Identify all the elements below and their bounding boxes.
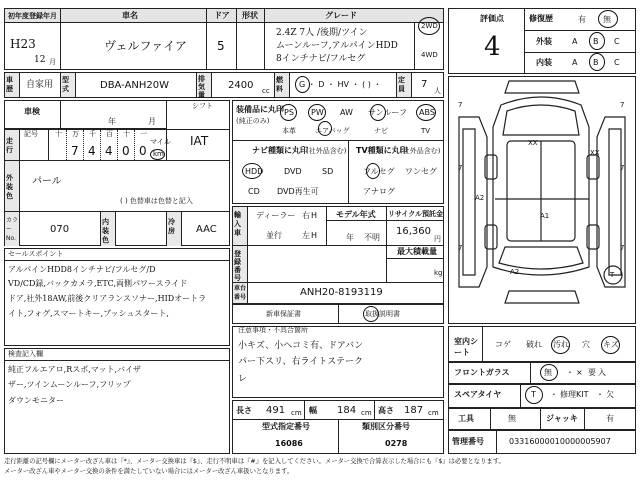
sales-line-4: イト,フォグ,スマートキー,プッシュスタート, (8, 309, 169, 318)
tv-title: TV種類に丸印 (356, 146, 408, 155)
recycle-value: 16,360 (396, 226, 431, 237)
seat-opt-2: 汚れ (553, 340, 569, 349)
doors-value: 5 (217, 39, 225, 53)
drive-2wd: 2WD (421, 22, 438, 30)
height-value: 187 (404, 405, 424, 416)
mileage-mile-label: マイル (150, 138, 171, 146)
interior-a: A (572, 58, 578, 67)
interior-label: 内装 (536, 58, 552, 67)
score-value: 4 (484, 32, 501, 62)
diagram-label-xx-left: XX (528, 139, 538, 147)
footer-line-2: メーター改ざん車やメーター交換の条件を満たしていない場合にはメーター改ざん車扱いとなります。 (4, 468, 294, 475)
spare-opt-0: T (531, 390, 536, 399)
exterior-c: C (614, 37, 620, 46)
length-value: 491 (266, 405, 286, 416)
displacement-label: 排気量 (198, 75, 205, 99)
jack-label: ジャッキ (546, 414, 578, 423)
chassis-value: ANH20-8193119 (300, 287, 383, 298)
nav-sub: (社外品含む) (306, 147, 347, 155)
mileage-col-label-0: 記号 (24, 130, 38, 138)
equip-ps: PS (284, 108, 294, 117)
mileage-label: 走行 (6, 137, 13, 154)
max-load-unit: kg (434, 269, 443, 277)
seat-opt-4: キズ (603, 340, 619, 349)
aircon-value: AAC (196, 224, 217, 235)
equip-sunroof: サンルーフ (368, 108, 407, 117)
height-label: 高さ (378, 406, 394, 415)
diagram-label-t: T (610, 271, 615, 279)
import-right: 右 (302, 211, 310, 220)
repair-label: 修復歴 (529, 14, 553, 23)
jack-value: 有 (606, 414, 614, 423)
diagram-num-6: 7 (620, 244, 625, 252)
interior-c: C (614, 58, 620, 67)
nav-dvd: DVD (284, 167, 302, 176)
model-year-label: モデル年式 (336, 210, 376, 219)
grade-line-3: 8インチナビ/フルセグ (276, 54, 366, 64)
type-label: 型式 (62, 76, 69, 93)
mileage-digit-3: 0 (122, 144, 130, 158)
type-spec-label: 型式指定番号 (262, 422, 310, 431)
tools-value: 無 (508, 414, 516, 423)
windshield-opt-4: 入 (598, 368, 606, 377)
color-no-value: 070 (50, 224, 70, 235)
first-reg-label: 初年度登録年月 (8, 12, 57, 20)
seat-opt-3: 穴 (582, 340, 590, 349)
mileage-col-label-4: 百 (106, 130, 113, 138)
capacity-value: 7 (421, 79, 428, 90)
recycle-unit: 円 (434, 235, 441, 243)
windshield-opt-3: 要 (588, 368, 596, 377)
seat-opt-0: コゲ (495, 340, 511, 349)
diagram-num-2: 7 (620, 101, 625, 109)
sales-line-1: アルパインHDD8インチナビ/フルセグ/D (8, 265, 156, 274)
equip-tv: TV (421, 127, 431, 135)
grade-line-1: 2.4Z 7人 /後期/ツイン (276, 28, 368, 38)
windshield-opt-0: 無 (544, 368, 552, 377)
tv-oneseg: ワンセグ (405, 167, 437, 176)
damage-line-2: パー下スリ、右ライトステーク (238, 357, 364, 367)
drive-4wd: 4WD (421, 51, 438, 59)
equip-navi: ナビ (374, 127, 388, 135)
shift-label: シフト (192, 102, 213, 110)
sales-points-label: セールスポイント (8, 250, 64, 258)
diagram-label-a2-bottom: A2 (510, 268, 520, 276)
sales-line-3: ドア,社外18AW,前後クリアランスソナー,HIDオートラ (8, 294, 207, 303)
diagram-num-4: 7 (620, 164, 625, 172)
repair-yes: 有 (578, 15, 586, 24)
mileage-digit-4: 0 (139, 144, 147, 158)
capacity-label: 定員 (398, 76, 405, 93)
tv-analog: アナログ (363, 187, 395, 196)
model-name-label: 車名 (122, 11, 138, 20)
nav-sd: SD (322, 167, 334, 176)
diagram-num-5: 7 (458, 244, 463, 252)
spare-opt-3: ・ (596, 390, 604, 399)
spare-label: スペアタイヤ (454, 390, 502, 399)
handle-right: H (311, 211, 318, 220)
inspection-year-unit: 年 (108, 117, 116, 126)
first-reg-month: 12 (34, 55, 46, 65)
model-year-unknown: 不明 (364, 233, 380, 242)
mileage-col-label-2: 万 (72, 130, 79, 138)
chassis-label: 車台番号 (234, 285, 247, 301)
diagram-label-xx-right: XX (590, 149, 600, 157)
recycle-label: リサイクル預託金 (388, 210, 444, 218)
spare-opt-2: 修理KIT (560, 390, 589, 399)
tv-fullseg: フルセグ (363, 167, 395, 176)
diagram-num-1: 7 (458, 101, 463, 109)
mgmt-value: 03316000010000005907 (509, 437, 611, 446)
inspector-line-3: ダウンモニター (8, 396, 64, 405)
diagram-num-3: 7 (458, 164, 463, 172)
fuel-options: G ・ D ・ HV ・ ( ) ・ (299, 80, 382, 89)
reg-no-label: 登録番号 (234, 250, 241, 282)
diagram-label-a1: A1 (540, 212, 550, 220)
mileage-digit-2: 4 (105, 144, 113, 158)
inspection-label: 車検 (24, 107, 40, 116)
exterior-a: A (572, 37, 578, 46)
width-unit: cm (361, 409, 372, 417)
equip-pw: PW (311, 108, 324, 117)
tools-label: 工具 (458, 414, 474, 423)
width-value: 184 (337, 405, 357, 416)
mileage-unit: km (153, 150, 164, 158)
equipment-title: 装備品に丸印 (236, 105, 284, 114)
repair-no: 無 (603, 15, 611, 24)
mileage-digit-0: 7 (71, 144, 79, 158)
inspector-line-2: ザー,ツインムーンルーフ,フリップ (8, 380, 131, 389)
category-spec-value: 0278 (385, 439, 408, 448)
mileage-col-label-5: 十 (123, 130, 130, 138)
shift-value: IAT (190, 134, 209, 148)
equip-abs: ABS (419, 108, 435, 117)
displacement-value: 2400 (228, 80, 254, 91)
fuel-label: 燃料 (276, 76, 283, 93)
nav-cd: CD (248, 187, 260, 196)
displacement-unit: cc (262, 87, 270, 95)
doors-label: ドア (214, 11, 230, 20)
type-spec-value: 16086 (275, 439, 303, 448)
mileage-col-label-6: 一 (140, 130, 147, 138)
mileage-digit-1: 4 (88, 144, 96, 158)
inspector-line-1: 純正フルエアロ,Rスポ,マット,バイザ (8, 365, 142, 374)
first-reg-month-unit: 月 (49, 58, 56, 66)
manual-label: 取扱説明書 (365, 310, 400, 318)
nav-dvd-play: DVD再生可 (277, 187, 319, 196)
footer-line-1: 走行距離の記号欄にメーター改ざん車は『*』、メーター交換車は『$』、走行不明車は『#』を記入してください。メーター交換で合算表示した場合にも『$』は必要となります。 (4, 458, 505, 465)
equip-leather: 本革 (282, 127, 296, 135)
damage-notes-label: 注意事項・不具合箇所 (238, 326, 308, 334)
length-unit: cm (291, 409, 302, 417)
mileage-col-label-1: 十 (55, 130, 62, 138)
equipment-subtitle: (純正のみ) (236, 117, 270, 125)
inspection-month-unit: 月 (148, 117, 156, 126)
nav-hdd: HDD (245, 167, 264, 176)
aircon-label: 冷房 (168, 218, 175, 235)
model-name-value: ヴェルファイア (104, 39, 187, 53)
windshield-opt-1: ・ (566, 368, 574, 377)
import-label: 輸入車 (234, 211, 241, 237)
import-left: 左 (302, 231, 310, 240)
category-spec-label: 類別区分番号 (362, 422, 410, 431)
max-load-label: 最大積載量 (397, 247, 437, 256)
color-no-label: カラーNo. (6, 217, 19, 242)
type-value: DBA-ANH20W (100, 80, 170, 91)
equip-airbag: エアバッグ (315, 127, 350, 135)
mgmt-label: 管理番号 (452, 437, 484, 446)
exterior-b: B (593, 37, 599, 46)
color-label: 外装色 (6, 174, 13, 200)
seat-opt-1: 破れ (526, 340, 542, 349)
sales-line-2: VD/CD録,バックカメラ,ETC,両側パワースライド (8, 279, 188, 288)
color-value: パール (32, 176, 62, 187)
spare-opt-1: ・ (550, 390, 558, 399)
interior-color-label: 内装色 (102, 218, 109, 244)
body-label: 形状 (242, 11, 258, 20)
warranty-label: 新車保証書 (266, 310, 301, 318)
handle-left: H (311, 231, 318, 240)
import-parallel: 並行 (266, 231, 282, 240)
interior-b: B (593, 58, 599, 67)
width-label: 幅 (309, 406, 317, 415)
category-value: 自家用 (26, 80, 54, 90)
color-note: ( ) 色替車は色替と記入 (120, 197, 193, 205)
seat-label: 室内シート (454, 337, 478, 357)
equip-aw: AW (340, 108, 353, 117)
exterior-label: 外装 (536, 37, 552, 46)
score-label: 評価点 (480, 14, 504, 23)
windshield-label: フロントガラス (454, 368, 510, 377)
grade-line-2: ムーンルーフ,アルパインHDD (276, 41, 398, 51)
spare-opt-4: 欠 (606, 390, 614, 399)
height-unit: cm (428, 409, 439, 417)
first-reg-value: H23 (10, 37, 36, 51)
windshield-opt-2: × (576, 368, 583, 377)
category-label: 車歴 (6, 76, 13, 93)
diagram-label-a2-left: A2 (475, 194, 485, 202)
damage-line-1: 小キズ、小ヘコミ有、ドアバン (238, 341, 364, 351)
grade-label: グレード (325, 11, 357, 20)
length-label: 長さ (236, 406, 252, 415)
capacity-unit: 人 (434, 87, 441, 95)
tv-sub: (社外品含む) (400, 147, 441, 155)
model-year-unit: 年 (346, 233, 354, 242)
damage-line-3: レ (238, 374, 248, 384)
mileage-col-label-3: 千 (89, 130, 96, 138)
nav-title: ナビ種類に丸印 (252, 146, 308, 155)
import-dealer: ディーラー (256, 211, 296, 220)
inspector-notes-label: 検査記入欄 (8, 350, 43, 358)
